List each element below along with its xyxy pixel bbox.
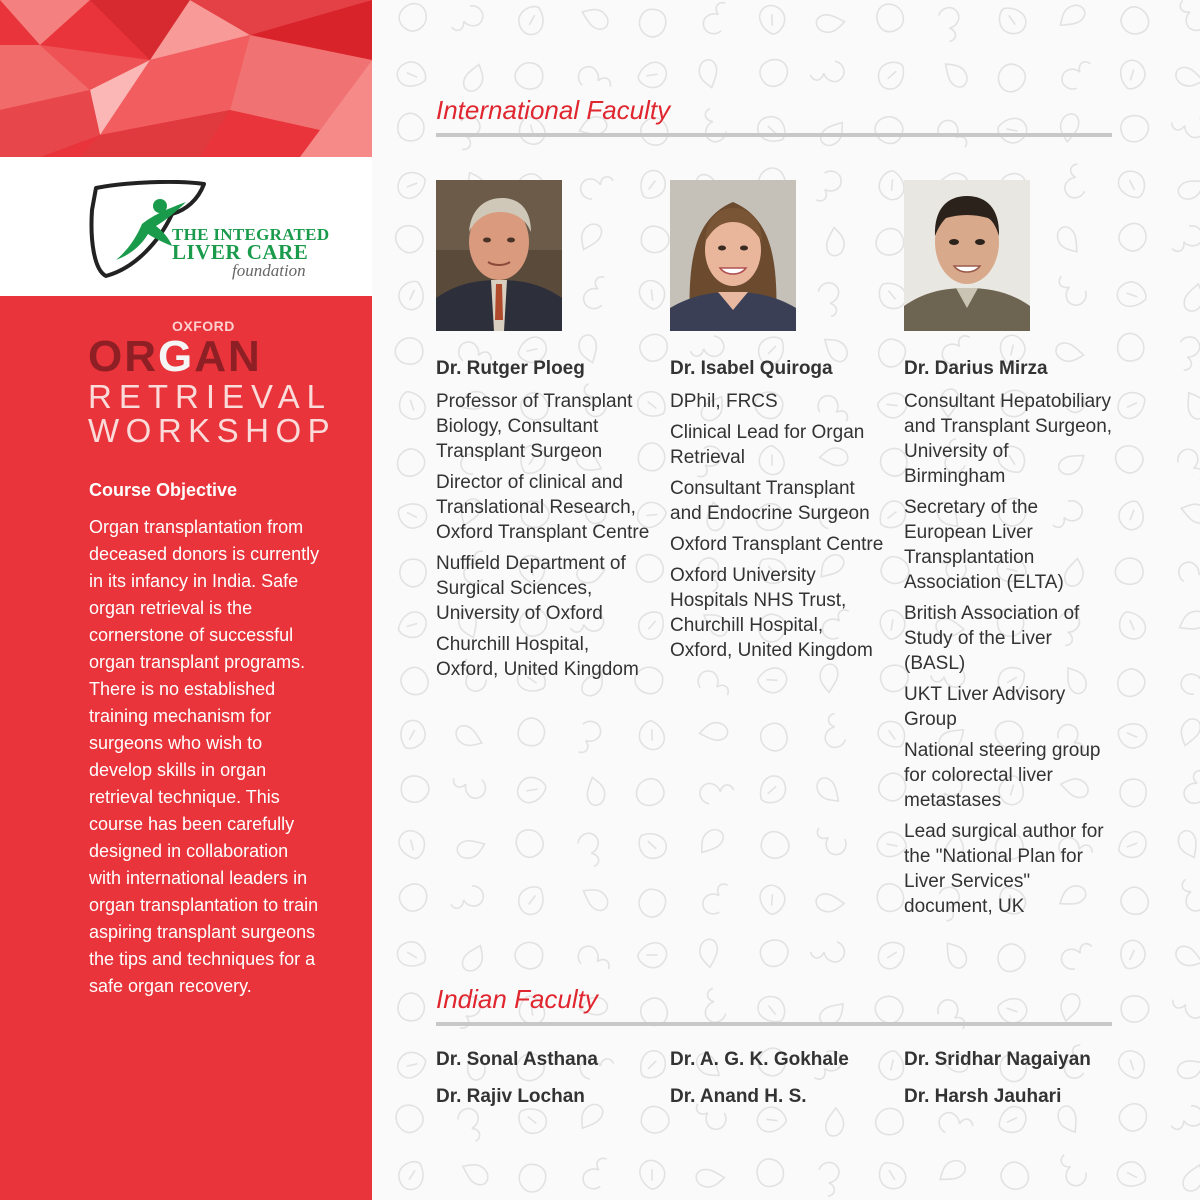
organ-pattern-icon: [1175, 1054, 1200, 1083]
organ-pattern-icon: [634, 718, 671, 754]
organ-pattern-icon: [758, 828, 792, 862]
organ-pattern-icon: [1058, 164, 1088, 201]
organ-pattern-icon: [462, 62, 487, 94]
organ-pattern-icon: [395, 279, 427, 313]
indian-divider: [436, 1022, 1112, 1026]
organ-pattern-icon: [695, 988, 729, 1026]
organ-pattern-icon: [696, 825, 727, 858]
faculty-detail-line: Professor of Transplant Biology, Consultant Transplant Surgeon: [436, 391, 633, 462]
organ-wordmark: [88, 333, 262, 381]
organ-pattern-icon: [394, 58, 428, 91]
organ-pattern-icon: [393, 1047, 428, 1083]
organ-pattern-icon: [1173, 997, 1200, 1020]
faculty-detail-line: Nuffield Department of Surgical Sciences, University of Oxford: [436, 553, 626, 624]
organ-pattern-icon: [635, 937, 671, 974]
organ-pattern-icon: [394, 553, 432, 591]
organ-pattern-icon: [1175, 173, 1200, 204]
logo-text-line2: LIVER CARE: [172, 240, 309, 264]
organ-pattern-icon: [1115, 168, 1148, 200]
faculty-detail-line: Oxford Transplant Centre: [670, 534, 884, 555]
organ-pattern-icon: [754, 881, 790, 917]
faculty-detail-line: Churchill Hospital, Oxford, United Kingdom: [436, 634, 639, 680]
organ-pattern-icon: [1117, 827, 1150, 862]
organ-pattern-icon: [695, 1167, 725, 1188]
organ-wordmark-part2: G: [158, 332, 195, 381]
organ-pattern-icon: [399, 4, 426, 31]
organ-pattern-icon: [577, 945, 611, 969]
organ-pattern-icon: [812, 828, 849, 858]
organ-pattern-icon: [997, 7, 1028, 36]
organ-pattern-icon: [395, 939, 427, 969]
organ-pattern-icon: [396, 607, 430, 642]
organ-pattern-icon: [579, 5, 612, 32]
organ-pattern-icon: [583, 277, 604, 309]
organ-pattern-icon: [517, 886, 545, 916]
organ-pattern-icon: [756, 719, 793, 755]
organ-pattern-icon: [458, 1159, 491, 1187]
organ-pattern-icon: [396, 1160, 426, 1192]
organ-pattern-icon: [392, 988, 430, 1026]
organ-wordmark-part1: OR: [88, 332, 158, 381]
organ-pattern-icon: [455, 834, 488, 862]
indian-faculty-heading: Indian Faculty: [436, 984, 598, 1014]
organ-pattern-icon: [578, 884, 611, 913]
organ-pattern-icon: [1171, 115, 1200, 142]
organ-pattern-icon: [582, 775, 607, 807]
organ-pattern-icon: [1115, 109, 1153, 147]
indian-faculty-name: Dr. Anand H. S.: [670, 1086, 807, 1107]
organ-pattern-icon: [635, 57, 671, 93]
organ-pattern-icon: [398, 882, 429, 913]
organ-pattern-icon: [1115, 499, 1148, 534]
organ-pattern-icon: [816, 713, 849, 751]
organ-pattern-icon: [1174, 445, 1200, 480]
workshop-wordmark: WORKSHOP: [88, 412, 337, 449]
organ-pattern-icon: [1114, 773, 1153, 812]
photo-rutger-ploeg: [436, 180, 562, 331]
faculty-detail-line: Clinical Lead for Organ Retrieval: [670, 422, 865, 468]
organ-pattern-icon: [395, 225, 423, 253]
organ-pattern-icon: [757, 995, 786, 1022]
organ-pattern-icon: [1115, 989, 1154, 1028]
organ-wordmark-part3: AN: [194, 332, 262, 381]
organ-pattern-icon: [1055, 342, 1084, 362]
photo-isabel-quiroga: [670, 180, 796, 331]
organ-pattern-icon: [701, 880, 728, 916]
organ-pattern-icon: [751, 1154, 788, 1191]
faculty-detail-line: Director of clinical and Translational Research, Oxford Transplant Centre: [436, 472, 650, 543]
organ-pattern-icon: [876, 940, 906, 972]
organ-pattern-icon: [453, 778, 485, 799]
organ-pattern-icon: [1114, 1047, 1149, 1081]
organ-pattern-icon: [1053, 224, 1085, 257]
organ-pattern-icon: [1115, 445, 1143, 473]
organ-pattern-icon: [633, 775, 668, 810]
organ-pattern-icon: [815, 11, 846, 34]
indian-faculty-name: Dr. Rajiv Lochan: [436, 1086, 585, 1107]
organ-pattern-icon: [514, 1159, 551, 1196]
organ-pattern-icon: [696, 669, 731, 695]
organ-pattern-icon: [1059, 55, 1091, 92]
international-divider: [436, 133, 1112, 137]
organ-pattern-icon: [454, 1104, 491, 1141]
organ-pattern-icon: [460, 941, 488, 974]
organ-pattern-icon: [872, 113, 906, 147]
organ-pattern-icon: [513, 827, 546, 860]
organ-pattern-icon: [810, 938, 847, 970]
organ-pattern-icon: [518, 1107, 547, 1134]
organ-pattern-icon: [395, 389, 430, 423]
organ-pattern-icon: [451, 2, 486, 40]
organ-pattern-icon: [577, 166, 614, 203]
organ-pattern-icon: [1054, 1103, 1084, 1136]
organ-pattern-icon: [1120, 887, 1148, 915]
faculty-detail-line: Secretary of the European Liver Transplantation Association (ELTA): [904, 497, 1064, 593]
organ-pattern-icon: [634, 276, 670, 312]
organ-pattern-icon: [757, 116, 785, 142]
organ-pattern-icon: [1172, 222, 1200, 260]
organ-pattern-icon: [394, 826, 430, 861]
organ-pattern-icon: [1183, 282, 1200, 313]
organ-pattern-icon: [996, 62, 1028, 94]
organ-pattern-icon: [394, 1103, 426, 1134]
organ-pattern-icon: [639, 833, 667, 859]
organ-pattern-icon: [698, 721, 729, 744]
organ-pattern-icon: [816, 1159, 847, 1196]
organ-pattern-icon: [1171, 1102, 1200, 1139]
retrieval-wordmark: RETRIEVAL: [88, 378, 332, 415]
organ-pattern-icon: [1180, 389, 1200, 422]
organ-pattern-icon: [876, 719, 907, 748]
organ-pattern-icon: [1179, 501, 1200, 525]
faculty-name-quiroga: Dr. Isabel Quiroga: [670, 358, 833, 379]
organ-pattern-icon: [939, 938, 971, 971]
faculty-detail-line: DPhil, FRCS: [670, 391, 778, 412]
organ-pattern-icon: [577, 221, 605, 254]
organ-pattern-icon: [1113, 277, 1148, 311]
organ-pattern-icon: [810, 58, 848, 92]
faculty-detail-line: UKT Liver Advisory Group: [904, 684, 1066, 730]
organ-pattern-icon: [516, 5, 547, 38]
indian-faculty-name: Dr. Harsh Jauhari: [904, 1086, 1062, 1107]
organ-pattern-icon: [1173, 879, 1200, 915]
organ-pattern-icon: [696, 58, 721, 90]
organ-pattern-icon: [1177, 660, 1200, 698]
organ-pattern-icon: [1052, 276, 1090, 309]
faculty-detail-line: British Association of Study of the Liver (BASL): [904, 603, 1080, 674]
organ-pattern-icon: [634, 4, 672, 42]
organ-pattern-icon: [637, 331, 671, 365]
indian-faculty-name: Dr. A. G. K. Gokhale: [670, 1049, 849, 1070]
international-faculty-heading: International Faculty: [436, 95, 671, 125]
organ-pattern-icon: [390, 332, 429, 371]
organ-pattern-icon: [1110, 552, 1149, 591]
organ-pattern-icon: [512, 714, 550, 752]
organ-pattern-icon: [1115, 610, 1149, 643]
organ-pattern-icon: [1118, 669, 1145, 696]
oxford-label: OXFORD: [172, 318, 235, 334]
organ-pattern-icon: [578, 66, 610, 87]
organ-pattern-icon: [453, 723, 486, 750]
organ-pattern-icon: [703, 1, 726, 34]
organ-pattern-icon: [760, 775, 786, 804]
faculty-detail-line: National steering group for colorectal liver metastases: [904, 740, 1101, 811]
organ-pattern-icon: [1111, 328, 1150, 367]
organ-pattern-icon: [995, 113, 1031, 148]
organ-pattern-icon: [1115, 388, 1147, 422]
organ-pattern-icon: [1182, 770, 1200, 804]
organ-pattern-icon: [1181, 1162, 1200, 1194]
organ-pattern-icon: [812, 775, 845, 807]
course-objective-heading: Course Objective: [89, 480, 238, 500]
organ-pattern-icon: [871, 1103, 909, 1141]
faculty-details-mirza: [904, 389, 1114, 925]
organ-pattern-icon: [824, 226, 846, 256]
organ-pattern-icon: [391, 108, 430, 147]
organ-pattern-icon: [637, 1102, 673, 1137]
logo-text-line3: foundation: [232, 261, 306, 280]
faculty-details-ploeg: [436, 389, 651, 688]
organ-pattern-icon: [511, 937, 548, 974]
organ-pattern-icon: [1173, 944, 1200, 969]
organ-pattern-icon: [935, 4, 968, 42]
organ-pattern-icon: [1174, 828, 1200, 861]
faculty-details-quiroga: [670, 389, 885, 669]
organ-pattern-icon: [1114, 1158, 1147, 1190]
organ-pattern-icon: [395, 770, 433, 808]
organ-pattern-icon: [513, 772, 549, 808]
organ-pattern-icon: [816, 893, 845, 912]
organ-pattern-icon: [872, 0, 909, 36]
organ-pattern-icon: [1055, 1, 1088, 33]
organ-pattern-icon: [510, 57, 548, 95]
organ-pattern-icon: [574, 829, 610, 866]
organ-pattern-icon: [755, 934, 792, 971]
organ-pattern-icon: [396, 500, 429, 532]
organ-pattern-icon: [394, 168, 427, 203]
faculty-detail-line: Consultant Transplant and Endocrine Surgeon: [670, 478, 870, 524]
organ-pattern-icon: [1174, 66, 1200, 88]
organ-pattern-icon: [451, 882, 488, 919]
organ-pattern-icon: [634, 1156, 670, 1193]
organ-pattern-icon: [1178, 717, 1200, 749]
organ-pattern-icon: [1178, 335, 1200, 370]
faculty-name-mirza: Dr. Darius Mirza: [904, 358, 1048, 379]
organ-pattern-icon: [816, 169, 843, 205]
faculty-detail-line: Lead surgical author for the "National Plan for Liver Services" document, UK: [904, 821, 1104, 917]
photo-darius-mirza: [904, 180, 1030, 331]
organ-pattern-icon: [400, 666, 430, 696]
faculty-name-ploeg: Dr. Rutger Ploeg: [436, 358, 585, 379]
organ-pattern-icon: [939, 58, 972, 90]
organ-pattern-icon: [578, 721, 601, 754]
organ-pattern-icon: [825, 1108, 843, 1136]
indian-faculty-name: Dr. Sridhar Nagaiyan: [904, 1049, 1091, 1070]
organ-pattern-icon: [582, 1156, 607, 1191]
organ-pattern-icon: [639, 169, 667, 199]
organ-pattern-icon: [1118, 223, 1147, 252]
organ-pattern-icon: [1060, 113, 1079, 142]
organ-pattern-icon: [1052, 1155, 1090, 1190]
organ-pattern-icon: [636, 221, 673, 258]
faculty-detail-line: Consultant Hepatobiliary and Transplant Surgeon, University of Birmingham: [904, 391, 1113, 487]
organ-pattern-icon: [1118, 1103, 1147, 1132]
organ-pattern-icon: [1176, 607, 1200, 637]
organ-pattern-icon: [1172, 0, 1200, 34]
organ-pattern-icon: [1117, 937, 1149, 971]
indian-faculty-name: Dr. Sonal Asthana: [436, 1049, 598, 1070]
organ-pattern-icon: [878, 61, 904, 90]
organ-pattern-icon: [1116, 719, 1150, 752]
logo-text-line1: THE INTEGRATED: [172, 225, 330, 244]
organ-pattern-icon: [397, 448, 426, 477]
geometric-banner: [0, 0, 372, 157]
organ-pattern-icon: [1177, 559, 1200, 584]
faculty-detail-line: Oxford University Hospitals NHS Trust, Churchill Hospital, Oxford, United Kingdom: [670, 565, 873, 661]
organ-pattern-icon: [1001, 1162, 1029, 1190]
organ-pattern-icon: [876, 1161, 908, 1191]
organ-pattern-icon: [997, 943, 1026, 972]
organ-pattern-icon: [1058, 935, 1092, 973]
organ-pattern-icon: [698, 938, 720, 968]
organ-pattern-icon: [935, 1156, 968, 1188]
organ-pattern-icon: [937, 1107, 973, 1136]
organ-pattern-icon: [815, 279, 849, 317]
organ-pattern-icon: [635, 885, 671, 921]
organ-pattern-icon: [878, 282, 907, 309]
organ-pattern-icon: [1115, 56, 1149, 91]
organ-pattern-icon: [641, 1051, 666, 1078]
organ-pattern-icon: [696, 773, 734, 807]
course-objective-text: Organ transplantation from deceased donors is currently in its infancy in India. Safe organ retrieval is the cornerstone of successful organ transplant programs. There is no established training mechanism for surgeons who wish to develop skills in organ retrieval technique. This course has been carefully designed in collaboration with international leaders in organ transplantation to train aspiring transplant surgeons the tips and techniques for a safe organ recovery.: [89, 517, 320, 996]
organ-pattern-icon: [694, 108, 730, 145]
organ-pattern-icon: [1120, 5, 1150, 35]
organ-pattern-icon: [397, 718, 428, 751]
organ-pattern-icon: [1058, 992, 1081, 1023]
organ-pattern-icon: [873, 994, 905, 1025]
organ-pattern-icon: [754, 1, 791, 37]
organ-pattern-icon: [756, 55, 791, 90]
